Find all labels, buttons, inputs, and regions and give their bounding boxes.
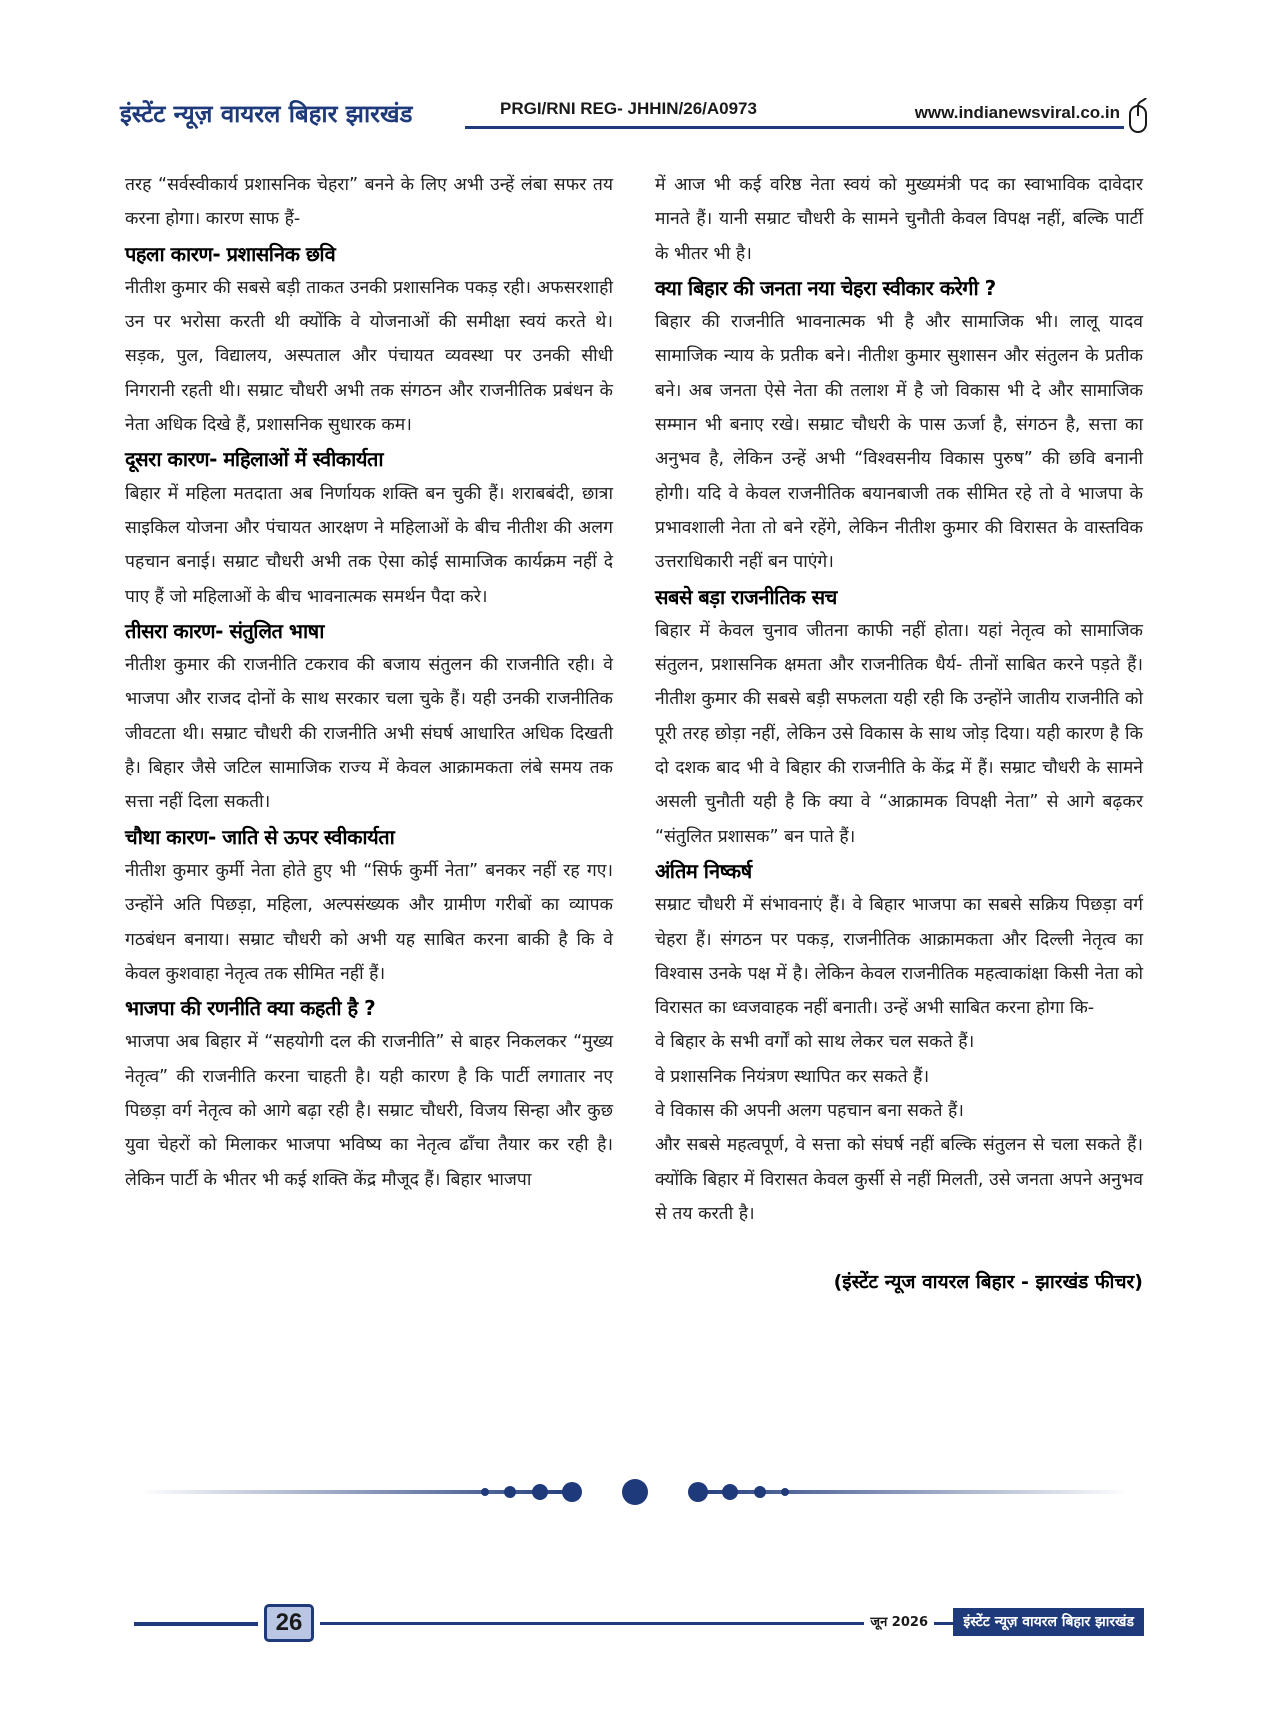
section-heading: क्या बिहार की जनता नया चेहरा स्वीकार करेगी ? xyxy=(655,275,996,300)
feature-signature: (इंस्टेंट न्यूज वायरल बिहार - झारखंड फीचर) xyxy=(833,1271,1143,1294)
list-item: वे प्रशासनिक नियंत्रण स्थापित कर सकते हैं। xyxy=(655,1066,930,1087)
left-column xyxy=(125,168,613,1197)
body-paragraph: सम्राट चौधरी में संभावनाएं हैं। वे बिहार भाजपा का सबसे सक्रिय पिछड़ा वर्ग चेहरा हैं। संगठन पर पकड़, राजनीतिक आक्रामकता और दिल्ली नेतृत्व का विश्वास उनके पक्ष में है। लेकिन केवल राजनीतिक महत्वाकांक्षा किसी नेता को विरासत का ध्वजवाहक नहीं बनाती। उन्हें अभी साबित करना होगा कि- xyxy=(655,895,1143,1019)
website-link[interactable]: www.indianewsviral.co.in xyxy=(914,103,1120,122)
list-item: वे विकास की अपनी अलग पहचान बना सकते हैं। xyxy=(655,1101,964,1122)
page-number: 26 xyxy=(264,1604,314,1642)
body-paragraph: नीतीश कुमार की सबसे बड़ी ताकत उनकी प्रशासनिक पकड़ रही। अफसरशाही उन पर भरोसा करती थी क्योंकि वे योजनाओं की समीक्षा स्वयं करते थे। सड़क, पुल, विद्यालय, अस्पताल और पंचायत व्यवस्था पर उनकी सीधी निगरानी रहती थी। सम्राट चौधरी अभी तक संगठन और राजनीतिक प्रबंधन के नेता अधिक दिखे हैं, प्रशासनिक सुधारक कम। xyxy=(125,277,613,436)
body-paragraph: नीतीश कुमार कुर्मी नेता होते हुए भी “सिर्फ कुर्मी नेता” बनकर नहीं रह गए। उन्होंने अति पिछड़ा, महिला, अल्पसंख्यक और ग्रामीण गरीबों का व्यापक गठबंधन बनाया। सम्राट चौधरी को अभी यह साबित करना बाकी है कि वे केवल कुशवाहा नेतृत्व तक सीमित नहीं हैं। xyxy=(125,860,613,984)
section-heading: अंतिम निष्कर्ष xyxy=(655,858,752,883)
computer-mouse-icon xyxy=(1126,98,1150,134)
issue-date: जून 2026 xyxy=(864,1612,934,1630)
list-item: वे बिहार के सभी वर्गों को साथ लेकर चल सकते हैं। xyxy=(655,1032,975,1053)
body-paragraph: में आज भी कई वरिष्ठ नेता स्वयं को मुख्यमंत्री पद का स्वाभाविक दावेदार मानते हैं। यानी सम्राट चौधरी के सामने चुनौती केवल विपक्ष नहीं, बल्कि पार्टी के भीतर भी है। xyxy=(655,175,1143,264)
body-paragraph: नीतीश कुमार की राजनीति टकराव की बजाय संतुलन की राजनीति रही। वे भाजपा और राजद दोनों के साथ सरकार चला चुके हैं। यही उनकी राजनीतिक जीवटता थी। सम्राट चौधरी की राजनीति अभी संघर्ष आधारित अधिक दिखती है। बिहार जैसे जटिल सामाजिक राज्य में केवल आक्रामकता लंबे समय तक सत्ता नहीं दिला सकती। xyxy=(125,655,613,813)
section-heading: भाजपा की रणनीति क्या कहती है ? xyxy=(125,996,376,1021)
body-paragraph: बिहार की राजनीति भावनात्मक भी है और सामाजिक भी। लालू यादव सामाजिक न्याय के प्रतीक बने। नीतीश कुमार सुशासन और संतुलन के प्रतीक बने। अब जनता ऐसे नेता की तलाश में है जो विकास भी दे और सामाजिक सम्मान भी बनाए रखे। सम्राट चौधरी के पास ऊर्जा है, संगठन है, सत्ता का अनुभव है, लेकिन उन्हें अभी “विश्वसनीय विकास पुरुष” की छवि बनानी होगी। यदि वे केवल राजनीतिक बयानबाजी तक सीमित रहे तो वे भाजपा के प्रभावशाली नेता तो बने रहेंगे, लेकिन नीतीश कुमार की विरासत के वास्तविक उत्तराधिकारी नहीं बन पाएंगे। xyxy=(655,312,1143,573)
body-paragraph: बिहार में केवल चुनाव जीतना काफी नहीं होता। यहां नेतृत्व को सामाजिक संतुलन, प्रशासनिक क्षमता और राजनीतिक धैर्य- तीनों साबित करने पड़ते हैं। नीतीश कुमार की सबसे बड़ी सफलता यही रही कि उन्होंने जातीय राजनीति को पूरी तरह छोड़ा नहीं, लेकिन उसे विकास के साथ जोड़ दिया। यही कारण है कि दो दशक बाद भी वे बिहार की राजनीति के केंद्र में हैं। सम्राट चौधरी के सामने असली चुनौती यही है कि क्या वे “आक्रामक विपक्षी नेता” से आगे बढ़कर “संतुलित प्रशासक” बन पाते हैं। xyxy=(655,620,1143,847)
section-heading: चौथा कारण- जाति से ऊपर स्वीकार्यता xyxy=(125,824,395,849)
registration-number: PRGI/RNI REG- JHHIN/26/A0973 xyxy=(500,99,757,118)
body-paragraph: भाजपा अब बिहार में “सहयोगी दल की राजनीति” से बाहर निकलकर “मुख्य नेतृत्व” की राजनीति करना चाहती है। यही कारण है कि पार्टी लगातार नए पिछड़ा वर्ग नेतृत्व को आगे बढ़ा रही है। सम्राट चौधरी, विजय सिन्हा और कुछ युवा चेहरों को मिलाकर भाजपा भविष्य का नेतृत्व ढाँचा तैयार कर रही है। लेकिन पार्टी के भीतर भी कई शक्ति केंद्र मौजूद हैं। बिहार भाजपा xyxy=(125,1032,613,1190)
footer-rule xyxy=(134,1622,258,1626)
section-heading: तीसरा कारण- संतुलित भाषा xyxy=(125,618,324,643)
header-rule xyxy=(465,126,1124,129)
body-paragraph: बिहार में महिला मतदाता अब निर्णायक शक्ति बन चुकी हैं। शराबबंदी, छात्रा साइकिल योजना और पंचायत आरक्षण ने महिलाओं के बीच नीतीश की अलग पहचान बनाई। सम्राट चौधरी अभी तक ऐसा कोई सामाजिक कार्यक्रम नहीं दे पाए हैं जो महिलाओं के बीच भावनात्मक समर्थन पैदा करे। xyxy=(125,483,613,607)
section-heading: सबसे बड़ा राजनीतिक सच xyxy=(655,584,837,609)
masthead xyxy=(120,98,1150,130)
body-paragraph: और सबसे महत्वपूर्ण, वे सत्ता को संघर्ष नहीं बल्कि संतुलन से चला सकते हैं। क्योंकि बिहार में विरासत केवल कुर्सी से नहीं मिलती, उसे जनता अपने अनुभव से तय करती है। xyxy=(655,1135,1143,1224)
section-heading: पहला कारण- प्रशासनिक छवि xyxy=(125,241,336,266)
ornamental-divider xyxy=(140,1472,1130,1512)
publication-title: इंस्टेंट न्यूज़ वायरल बिहार झारखंड xyxy=(120,100,413,128)
section-heading: दूसरा कारण- महिलाओं में स्वीकार्यता xyxy=(125,447,384,472)
footer-brand: इंस्टेंट न्यूज़ वायरल बिहार झारखंड xyxy=(953,1608,1144,1636)
intro-paragraph: तरह “सर्वस्वीकार्य प्रशासनिक चेहरा” बनने के लिए अभी उन्हें लंबा सफर तय करना होगा। कारण साफ हैं- xyxy=(125,175,613,230)
right-column xyxy=(655,168,1143,1300)
page-footer xyxy=(134,1604,1144,1644)
